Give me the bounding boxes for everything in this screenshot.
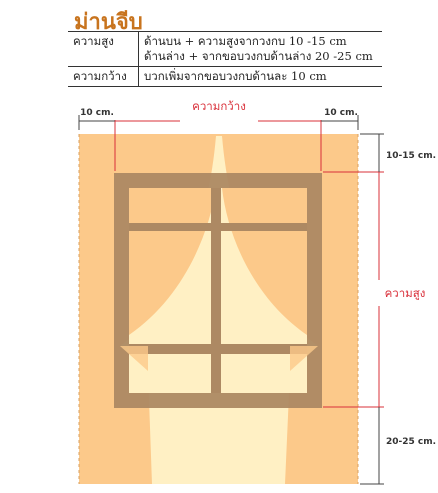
page-title: ม่านจีบ: [74, 10, 143, 35]
width-label: ความกว้าง: [192, 99, 246, 113]
window-transom-top: [129, 223, 307, 231]
top-margin-label: 10-15 cm.: [386, 151, 437, 161]
margin-left-label: 10 cm.: [80, 108, 114, 118]
spec-label-width: ความกว้าง: [68, 67, 139, 87]
window-frame: [114, 173, 322, 408]
bottom-margin-label: 20-25 cm.: [386, 437, 437, 447]
spec-width-value: บวกเพิ่มจากขอบวงกบด้านละ 10 cm: [144, 69, 327, 83]
window-mullion: [211, 188, 221, 393]
vertical-margin-dimensions: [360, 134, 384, 484]
window-transom-bottom: [129, 344, 307, 354]
margin-right-label: 10 cm.: [324, 108, 358, 118]
spec-label-height: ความสูง: [68, 32, 139, 67]
spec-height-bottom: ด้านล่าง + จากขอบวงกบด้านล่าง 20 -25 cm: [144, 49, 373, 63]
margin-dimensions: [79, 115, 358, 130]
spec-height-top: ด้านบน + ความสูงจากวงกบ 10 -15 cm: [144, 34, 347, 48]
height-label: ความสูง: [384, 286, 426, 300]
